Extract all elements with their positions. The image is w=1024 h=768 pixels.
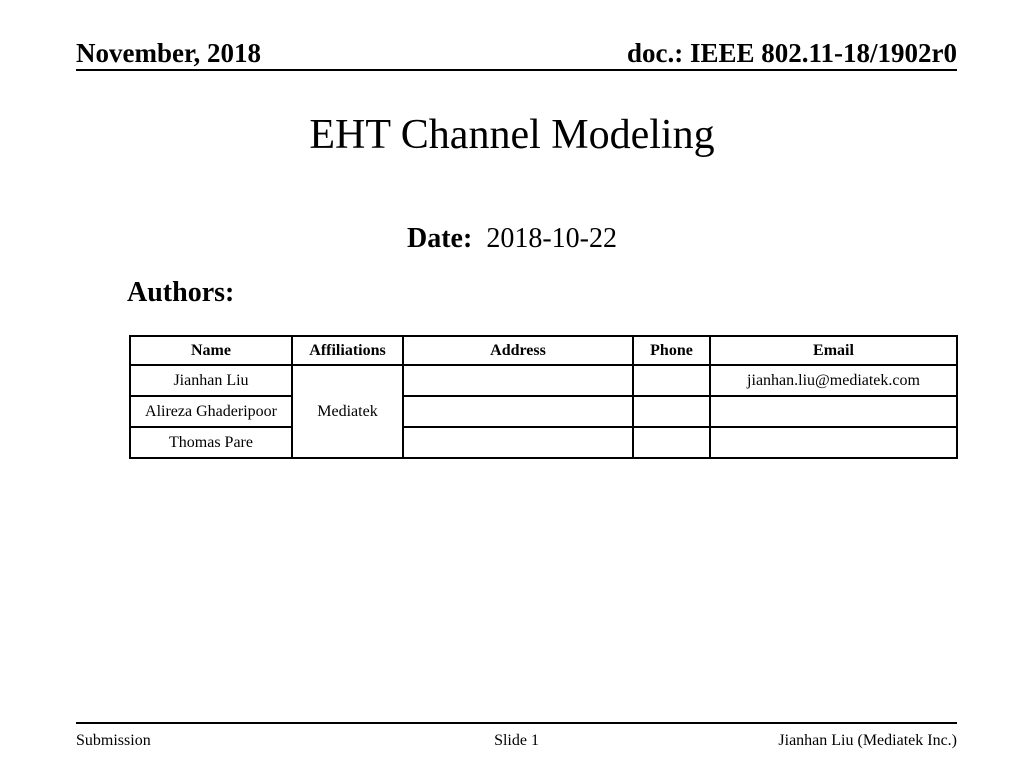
cell-name: Alireza Ghaderipoor	[130, 396, 292, 427]
cell-email: jianhan.liu@mediatek.com	[710, 365, 957, 396]
cell-address	[403, 396, 633, 427]
table-header-row	[130, 336, 957, 365]
cell-phone	[633, 396, 710, 427]
slide-footer	[76, 722, 957, 750]
column-header-affiliations: Affiliations	[292, 336, 403, 365]
table-row	[130, 427, 957, 458]
cell-address	[403, 427, 633, 458]
column-header-address: Address	[403, 336, 633, 365]
cell-name: Jianhan Liu	[130, 365, 292, 396]
header-date: November, 2018	[76, 38, 261, 68]
table-row	[130, 396, 957, 427]
cell-phone	[633, 427, 710, 458]
table-row	[130, 365, 957, 396]
authors-heading: Authors:	[127, 277, 235, 308]
column-header-name: Name	[130, 336, 292, 365]
cell-phone	[633, 365, 710, 396]
footer-slide-number: Slide 1	[494, 732, 539, 749]
date-label: Date:	[407, 223, 473, 254]
cell-affiliation: Mediatek	[292, 365, 403, 458]
header-doc-number: doc.: IEEE 802.11-18/1902r0	[626, 38, 957, 68]
footer-author: Jianhan Liu (Mediatek Inc.)	[778, 732, 958, 749]
column-header-email: Email	[710, 336, 957, 365]
cell-email	[710, 396, 957, 427]
slide-header	[76, 38, 957, 71]
date-line	[0, 222, 1024, 256]
cell-address	[403, 365, 633, 396]
authors-table	[129, 335, 958, 459]
cell-name: Thomas Pare	[130, 427, 292, 458]
slide-title: EHT Channel Modeling	[309, 112, 715, 158]
column-header-phone: Phone	[633, 336, 710, 365]
cell-email	[710, 427, 957, 458]
date-value-text: 2018-10-22	[486, 223, 617, 254]
footer-submission: Submission	[76, 732, 151, 749]
